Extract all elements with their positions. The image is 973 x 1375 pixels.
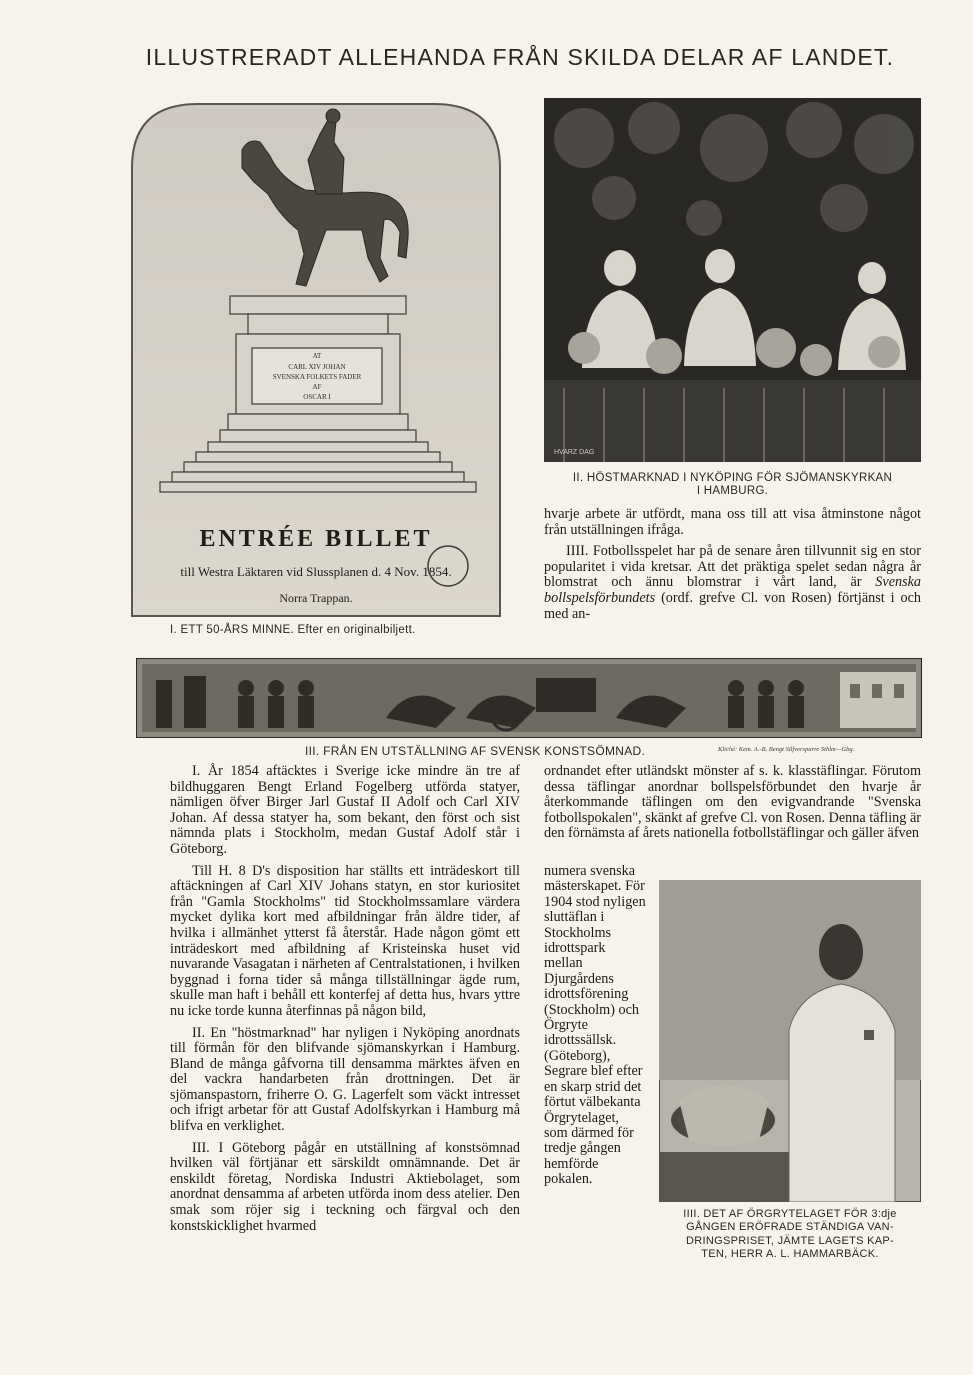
caption-figure-4-line-3: DRINGSPRISET, JÄMTE LAGETS KAP-	[686, 1234, 894, 1247]
paragraph-ticket: Till H. 8 D's disposition har ställts ett inträdeskort till aftäckningen af Carl XIV Johans statyn, en stor kuriositet från "Gamla Stockholms" tid Stockholmssamlare värdera mycket dylika kort med afbildningar från äldre tider, af hvilka i allmänhet ytterst få återstår. Hade någon gömt ett inträdeskort med afbildning af Kristeinska huset vid nuvarande Vasagatan i närheten af Centralstationen, i hvilken byggnad i forna tider så många tillställningar ägde rum, skulle man haft i behåll ett konterfej af detta hus, hvars yttre nu icke torde kunna återfinnas på någon bild,	[170, 862, 520, 1019]
figure-statue-ticket	[130, 98, 502, 618]
paragraph-embroidery: III. I Göteborg pågår en utställning af konstsömnad hvilken väl förtjänar ett särskildt omnämnande. Det är enskildt företag, Nordiska Industri Aktiebolaget, som anordnat densamma af arbeten utförda inom dess atelier. Den smak som röjer sig i teckning och färgval och den konstskicklighet hvarmed	[170, 1139, 520, 1234]
paragraph-football-a: IIII. Fotbollsspelet har på de senare åren tillvunnit sig en stor popularitet i vida kretsar. Att det präktiga spelet sedan några år blomstrat och ännu blomstrar i vårt land, är	[544, 543, 921, 591]
figure-embroidery-strip	[136, 658, 922, 738]
paragraph-football-em: Svenska bollspelsförbundets	[544, 574, 921, 606]
pedestal-line-5: OSCAR I	[303, 393, 331, 401]
paragraph-statues: I. År 1854 aftäcktes i Sverige icke mindre än tre af bildhuggaren Bengt Erland Fogelberg utförda statyer, nämligen öfver Birger Jarl Gustaf II Adolf och Carl XIV Johan. Af dessa statyer ha, som bekant, den först och sist nämnda plats i Stockholm, medan Gustaf Adolf står i Göteborg.	[170, 763, 520, 857]
caption-figure-4-line-1: IIII. DET AF ÖRGRYTELAGET FÖR 3:dje	[683, 1208, 897, 1220]
paragraph-football	[544, 544, 921, 622]
caption-figure-1: I. ETT 50-ÅRS MINNE. Efter en originalbiljett.	[170, 624, 416, 636]
caption-figure-2-line-1: II. HÖSTMARKNAD I NYKÖPING FÖR SJÖMANSKYRKAN	[572, 472, 893, 484]
paragraph-football-b: (ordf. grefve Cl. von Rosen) förtjänst i och med an-	[544, 589, 921, 622]
figure-football-captain-photo	[659, 880, 921, 1202]
caption-figure-3: III. FRÅN EN UTSTÄLLNING AF SVENSK KONSTSÖMNAD.	[305, 744, 646, 758]
caption-figure-4-line-2: GÅNGEN ERÖFRADE STÄNDIGA VAN-	[686, 1221, 894, 1234]
football-captain-photo	[659, 880, 921, 1202]
statue-ticket-illustration	[130, 98, 502, 618]
ticket-line: till Westra Läktaren vid Slussplanen d. 4 Nov. 1854.	[180, 564, 452, 579]
paragraph-cup: ordnandet efter utländskt mönster af s. k. klasstäflingar. Förutom dessa täflingar anordnar bollspelsförbundet den hvarje år återkommande täflingen om den evigvandrande "Svenska fotbollspokalen", skänkt af grefve Cl. von Rosen. Denna täfling är den förnämsta af årets nationella fotbollstäflingar och gäller äfven	[544, 763, 921, 842]
caption-figure-4	[656, 1208, 924, 1262]
photo-studio-mark: HVARZ DAG	[554, 449, 595, 456]
caption-figure-4-line-4: TEN, HERR A. L. HAMMARBÄCK.	[701, 1248, 879, 1261]
article-column-right-mid	[544, 764, 921, 848]
article-column-left	[170, 764, 520, 1240]
paragraph-continuation: hvarje arbete är utfördt, mana oss till att visa åtminstone något från utställningen ifråga.	[544, 506, 921, 538]
caption-figure-2-line-2: I HAMBURG.	[696, 485, 769, 497]
ticket-sub: Norra Trappan.	[279, 591, 353, 605]
caption-figure-2	[544, 472, 921, 498]
pedestal-line-3: SVENSKA FOLKETS FADER	[272, 373, 362, 381]
pedestal-line-4: AF	[312, 383, 322, 391]
figure-autumn-market-photo	[544, 98, 921, 462]
paragraph-autumn-market: II. En "höstmarknad" har nyligen i Nyköping anordnats till förmån för den blifvande sjömanskyrkan i Hamburg. Bland de många gåfvorna till densamma märktes äfven en del vackra handarbeten från drottningen. Det är sjömanspastorn, friherre O. G. Lagerfelt som väckt intresset och ifrigt arbetar för att Gustaf Adolfskyrkan i Hamburg må blifva en verklighet.	[170, 1024, 520, 1135]
pedestal-line-1: AT	[312, 352, 322, 360]
article-column-narrow	[544, 864, 646, 1188]
page-header-title: ILLUSTRERADT ALLEHANDA FRÅN SKILDA DELAR AF LANDET.	[145, 44, 895, 70]
paragraph-championship: numera svenska mästerskapet. För 1904 stod nyligen sluttäflan i Stockholms idrottspark mellan Djurgårdens idrottsförening (Stockholm) och Örgryte idrottssällsk. (Göteborg), Segrare blef efter en skarp strid det förtut välbekanta Örgrytelaget, som därmed för tredje gången hemförde pokalen.	[544, 863, 646, 1188]
engraver-credit: Kliché: Kem. A.-B. Bengt Silfversparre Sthlm—Gbg.	[718, 746, 855, 753]
autumn-market-photo	[544, 98, 921, 462]
embroidery-strip-image	[136, 658, 922, 738]
ticket-title: ENTRÉE BILLET	[199, 526, 433, 552]
article-column-right-top	[544, 507, 921, 628]
pedestal-line-2: CARL XIV JOHAN	[288, 363, 346, 371]
